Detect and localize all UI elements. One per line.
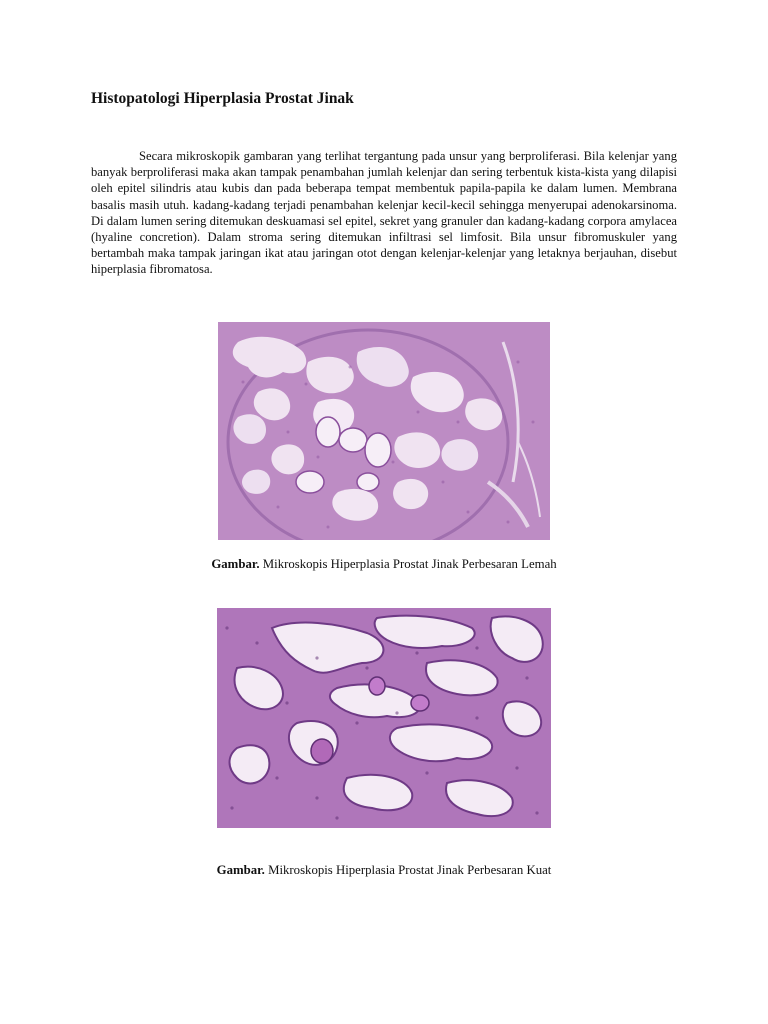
micrograph-low-magnification (218, 322, 550, 540)
micrograph-high-magnification (217, 608, 551, 828)
body-paragraph: Secara mikroskopik gambaran yang terlihat tergantung pada unsur yang berproliferasi. Bila kelenjar yang banyak berproliferasi maka akan tampak penambahan jumlah kelenjar dan sering terbentuk kista-kista yang dilapisi oleh epitel silindris atau kubis dan pada beberapa tempat membentuk papila-papila ke dalam lumen. Membrana basalis masih utuh. kadang-kadang terjadi penambahan kelenjar kecil-kecil sehingga menyerupai adenokarsinoma. Di dalam lumen sering ditemukan deskuamasi sel epitel, sekret yang granuler dan kadang-kadang corpora amylacea (hyaline concretion). Dalam stroma sering ditemukan infiltrasi sel limfosit. Bila unsur fibromuskuler yang bertambah maka tampak jaringan ikat atau jaringan otot dengan kelenjar-kelenjar yang letaknya berjauhan, disebut hiperplasia fibromatosa. (91, 149, 677, 277)
caption-text: Mikroskopis Hiperplasia Prostat Jinak Perbesaran Lemah (259, 557, 557, 571)
figure-caption-1 (0, 557, 768, 572)
page-title: Histopatologi Hiperplasia Prostat Jinak (91, 90, 354, 107)
figure-caption-2 (0, 863, 768, 878)
caption-text: Mikroskopis Hiperplasia Prostat Jinak Perbesaran Kuat (264, 863, 552, 877)
caption-label: Gambar. (216, 863, 265, 877)
caption-label: Gambar. (211, 557, 260, 571)
